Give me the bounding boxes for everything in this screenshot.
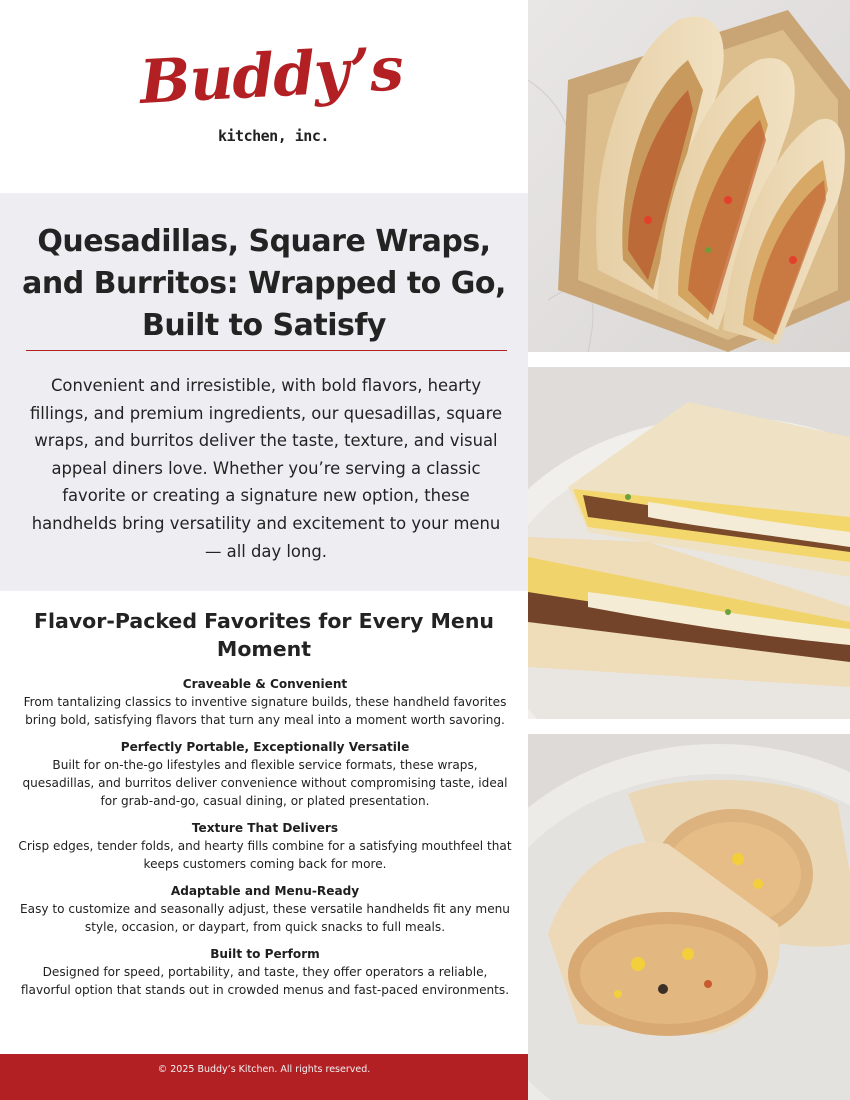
feature-text: Easy to customize and seasonally adjust, these versatile handhelds fit any menu style, occasion, or daypart, from quick snacks to full meals. — [20, 902, 510, 934]
copyright-text: © 2025 Buddy’s Kitchen. All rights reserved. — [157, 1064, 371, 1075]
feature-item — [18, 882, 512, 936]
quesadilla-tray-photo — [528, 0, 850, 352]
features-title: Flavor-Packed Favorites for Every Menu Moment — [33, 609, 495, 661]
feature-item — [18, 738, 512, 810]
title-divider — [26, 350, 507, 351]
feature-heading: Craveable & Convenient — [182, 677, 348, 691]
feature-item — [18, 945, 512, 999]
hero-panel — [0, 193, 528, 591]
brand-logo-subtitle: kitchen, inc. — [218, 127, 329, 145]
feature-heading: Built to Perform — [210, 947, 320, 961]
feature-item — [18, 819, 512, 873]
square-wrap-photo — [528, 367, 850, 719]
feature-text: Crisp edges, tender folds, and hearty fills combine for a satisfying mouthfeel that keeps customers coming back for more. — [18, 839, 512, 871]
feature-item — [18, 675, 512, 729]
photo-column — [528, 0, 850, 1100]
feature-text: Designed for speed, portability, and taste, they offer operators a reliable, flavorful option that stands out in crowded menus and fast-paced environments. — [20, 965, 510, 997]
feature-heading: Perfectly Portable, Exceptionally Versatile — [120, 740, 410, 754]
page-title: Quesadillas, Square Wraps, and Burritos: Wrapped to Go, Built to Satisfy — [22, 224, 506, 343]
feature-text: Built for on-the-go lifestyles and flexible service formats, these wraps, quesadillas, and burritos deliver convenience without compromising taste, ideal for grab-and-go, casual dining, or plated presentation. — [22, 758, 508, 808]
burrito-photo — [528, 734, 850, 1100]
feature-heading: Adaptable and Menu-Ready — [170, 884, 360, 898]
footer-bar — [0, 1054, 528, 1100]
feature-list — [18, 675, 512, 1008]
feature-heading: Texture That Delivers — [191, 821, 339, 835]
intro-paragraph: Convenient and irresistible, with bold flavors, hearty fillings, and premium ingredients, our quesadillas, square wraps, and burritos deliver the taste, texture, and visual appeal diners love. Whether you’re serving a classic favorite or creating a signature new option, these handhelds bring versatility and excitement to your menu — all day long. — [29, 376, 503, 561]
feature-text: From tantalizing classics to inventive signature builds, these handheld favorites bring bold, satisfying flavors that turn any meal into a moment worth savoring. — [23, 695, 507, 727]
brand-logo: Buddy’s — [138, 34, 405, 118]
logo-area — [0, 0, 528, 193]
features-section — [0, 591, 528, 1054]
